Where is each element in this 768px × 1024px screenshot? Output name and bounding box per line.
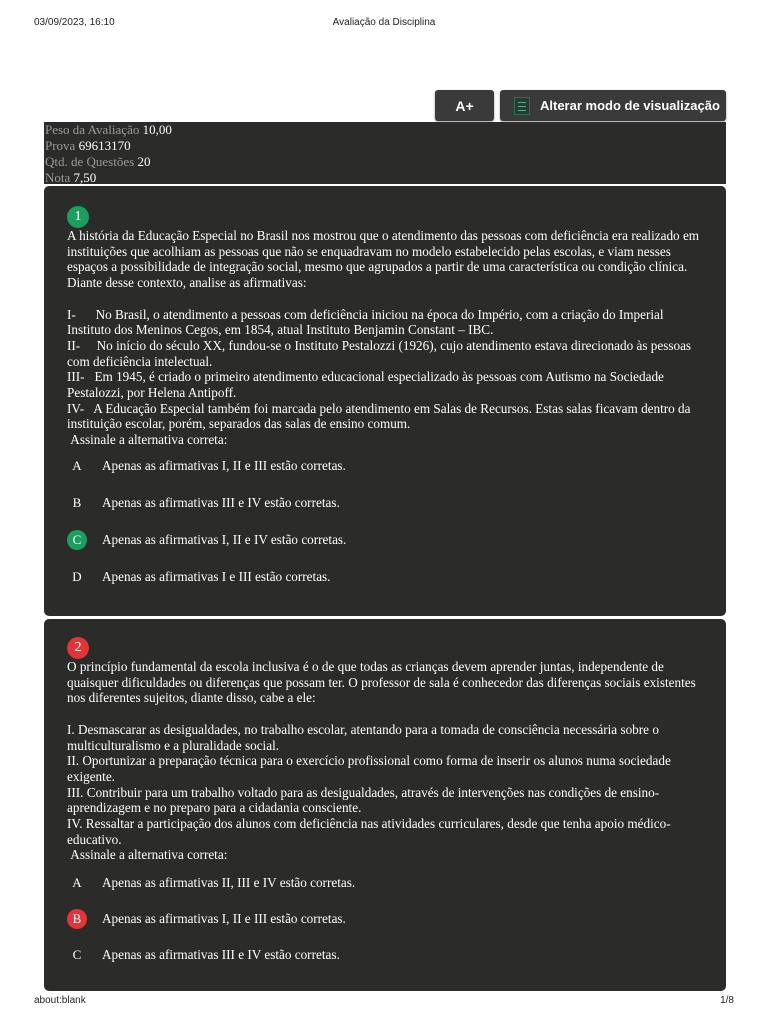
answer-option[interactable]	[67, 493, 706, 515]
question-paragraph: IV. Ressaltar a participação dos alunos com deficiência nas atividades curriculares, desde que tenha apoio médico-educativo.	[67, 816, 671, 847]
font-size-button[interactable]: A+	[435, 90, 494, 121]
question-paragraph: II. Oportunizar a preparação técnica para o exercício profissional como forma de inserir os alunos numa sociedade exigente.	[67, 753, 671, 784]
question-text	[67, 659, 706, 863]
info-label: Prova	[45, 138, 76, 153]
question-card	[44, 619, 726, 991]
toolbar	[435, 90, 726, 121]
answer-option-wrong[interactable]	[67, 909, 706, 931]
question-text	[67, 228, 706, 448]
view-mode-icon	[514, 97, 530, 115]
option-letter: B	[72, 495, 82, 510]
info-label: Peso da Avaliação	[45, 122, 140, 137]
option-text: Apenas as afirmativas II, III e IV estão corretas.	[102, 875, 356, 890]
answer-option[interactable]	[67, 567, 706, 589]
question-paragraph: III- Em 1945, é criado o primeiro atendimento educacional especializado às pessoas com Autismo na Sociedade Pestalozzi, por Helena Antipoff.	[67, 369, 668, 401]
answer-option[interactable]	[67, 873, 706, 895]
info-question-count	[44, 154, 726, 170]
question-paragraph: IV- A Educação Especial também foi marcada pelo atendimento em Salas de Recursos. Estas salas ficavam dentro da instituição escolar, porém, separados das salas de ensino comum.	[67, 400, 694, 432]
print-page-number: 1/8	[720, 995, 734, 1006]
question-instruction: Assinale a alternativa correta:	[67, 847, 228, 863]
question-card	[44, 186, 726, 616]
question-number-badge: 2	[67, 637, 89, 659]
option-text: Apenas as afirmativas I, II e III estão corretas.	[102, 911, 346, 926]
option-text: Apenas as afirmativas I, II e IV estão corretas.	[102, 532, 347, 547]
option-letter: A	[72, 458, 82, 473]
question-paragraph: O princípio fundamental da escola inclusiva é o de que todas as crianças devem aprender juntas, independente de quaisquer dificuldades ou diferenças que possam ter. O professor de sala é conhecedor das diferenças sociais existentes nos diferentes sujeitos, diante disso, cabe a ele:	[67, 659, 696, 706]
print-header	[34, 17, 734, 31]
answer-option-correct[interactable]	[67, 530, 706, 552]
question-paragraph	[67, 706, 706, 722]
info-value: 20	[137, 154, 151, 169]
info-exam	[44, 138, 726, 154]
info-grade	[44, 170, 726, 186]
print-footer	[34, 995, 734, 1009]
option-letter: C	[72, 947, 82, 962]
exam-info	[44, 122, 726, 184]
question-paragraph: III. Contribuir para um trabalho voltado para as desigualdades, através de intervenções nas condições de ensino-aprendizagem e no preparo para a cidadania consciente.	[67, 784, 660, 816]
info-value: 69613170	[78, 138, 131, 153]
info-value: 10,00	[142, 122, 172, 137]
info-label: Nota	[45, 170, 71, 185]
option-text: Apenas as afirmativas I e III estão corretas.	[102, 569, 331, 584]
change-view-label: Alterar modo de visualização	[540, 98, 720, 113]
option-text: Apenas as afirmativas III e IV estão corretas.	[102, 495, 340, 510]
option-letter: A	[72, 875, 82, 890]
answer-option[interactable]	[67, 456, 706, 478]
question-instruction: Assinale a alternativa correta:	[67, 432, 228, 448]
question-paragraph: II- No início do século XX, fundou-se o Instituto Pestalozzi (1926), cujo atendimento estava direcionado às pessoas com deficiência intelectual.	[67, 337, 695, 369]
option-letter-correct: C	[67, 530, 87, 550]
info-weight	[44, 122, 726, 138]
question-paragraph: A história da Educação Especial no Brasil nos mostrou que o atendimento das pessoas com deficiência era realizado em instituições que acolhiam as pessoas que não se enquadravam no modelo estabelecido pelas escolas, e viam nesses espaços a possibilidade de integração social, mesmo que agrupados a partir de uma característica ou condição clínica. Diante desse contexto, analise as afirmativas:	[67, 228, 700, 291]
option-text: Apenas as afirmativas III e IV estão corretas.	[102, 947, 340, 962]
print-datetime: 03/09/2023, 16:10	[34, 17, 115, 28]
answer-option[interactable]	[67, 945, 706, 967]
change-view-button[interactable]	[500, 90, 726, 121]
print-title: Avaliação da Disciplina	[332, 17, 436, 28]
print-url: about:blank	[34, 995, 86, 1006]
option-text: Apenas as afirmativas I, II e III estão corretas.	[102, 458, 346, 473]
info-label: Qtd. de Questões	[45, 154, 135, 169]
question-paragraph	[67, 291, 706, 307]
question-number-badge: 1	[67, 206, 89, 228]
question-paragraph: I- No Brasil, o atendimento a pessoas com deficiência iniciou na época do Império, com a criação do Imperial Instituto dos Meninos Cegos, em 1854, atual Instituto Benjamin Constant – IBC.	[67, 306, 667, 338]
option-letter: D	[72, 569, 82, 584]
option-letter-wrong: B	[67, 909, 87, 929]
question-paragraph: I. Desmascarar as desigualdades, no trabalho escolar, atentando para a tomada de consciência necessária sobre o multiculturalismo e a pluralidade social.	[67, 721, 659, 753]
info-value: 7,50	[73, 170, 97, 185]
